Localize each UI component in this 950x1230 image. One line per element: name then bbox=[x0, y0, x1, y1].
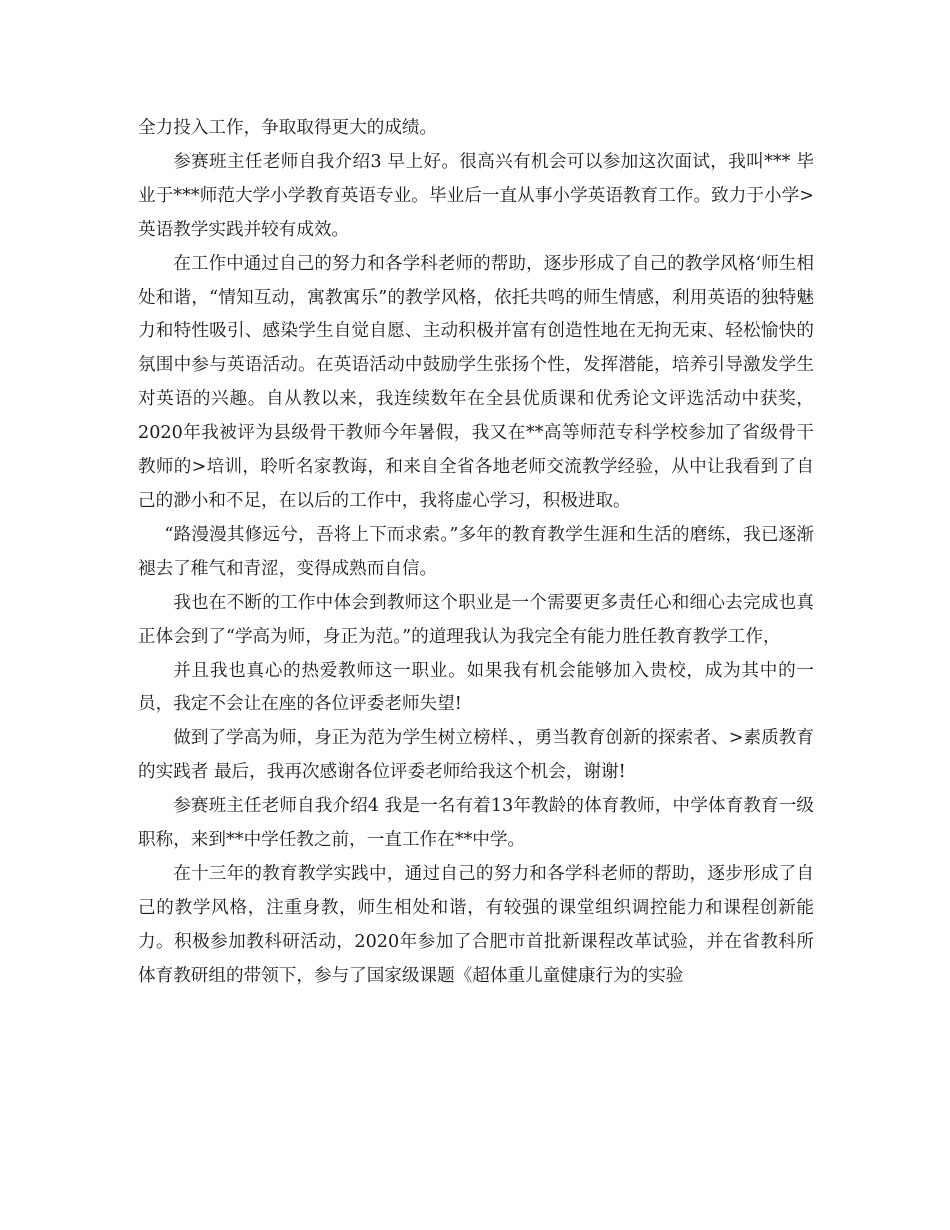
paragraph-2: 参赛班主任老师自我介绍3 早上好。很高兴有机会可以参加这次面试，我叫*** 毕业于***师范大学小学教育英语专业。毕业后一直从事小学英语教育工作。致力于小学>英语教学实践并较有成效。 bbox=[138, 151, 814, 240]
paragraph-9: 在十三年的教育教学实践中，通过自己的努力和各学科老师的帮助，逐步形成了自己的教学风格，注重身教，师生相处和谐，有较强的课堂组织调控能力和课程创新能力。积极参加教科研活动，2020年参加了合肥市首批新课程改革试验，并在省教科所体育教研组的带领下，参与了国家级课题《超体重儿童健康行为的实验 bbox=[138, 863, 814, 986]
paragraph-4: “路漫漫其修远兮，吾将上下而求索。”多年的教育教学生涯和生活的磨练，我已逐渐褪去了稚气和青涩，变得成熟而自信。 bbox=[138, 524, 814, 579]
paragraph-1: 全力投入工作，争取取得更大的成绩。 bbox=[138, 118, 438, 138]
paragraph-7: 做到了学高为师，身正为范为学生树立榜样、，勇当教育创新的探索者、>素质教育的实践者 最后，我再次感谢各位评委老师给我这个机会，谢谢! bbox=[138, 728, 814, 783]
paragraph-8: 参赛班主任老师自我介绍4 我是一名有着13年教龄的体育教师，中学体育教育一级职称，来到**中学任教之前，一直工作在**中学。 bbox=[138, 796, 814, 851]
document-body bbox=[138, 112, 814, 994]
paragraph-3: 在工作中通过自己的努力和各学科老师的帮助，逐步形成了自己的教学风格‘师生相处和谐，“情知互动，寓教寓乐”的教学风格，依托共鸣的师生情感，利用英语的独特魅力和特性吸引、感染学生自觉自愿、主动积极并富有创造性地在无拘无束、轻松愉快的氛围中参与英语活动。在英语活动中鼓励学生张扬个性，发挥潜能，培养引导激发学生对英语的兴趣。自从教以来，我连续数年在全县优质课和优秀论文评选活动中获奖，2020年我被评为县级骨干教师今年暑假，我又在**高等师范专科学校参加了省级骨干教师的>培训，聆听名家教诲，和来自全省各地老师交流教学经验，从中让我看到了自己的渺小和不足，在以后的工作中，我将虚心学习，积极进取。 bbox=[138, 253, 814, 511]
paragraph-6: 并且我也真心的热爱教师这一职业。如果我有机会能够加入贵校，成为其中的一员，我定不会让在座的各位评委老师失望! bbox=[138, 660, 814, 715]
paragraph-5: 我也在不断的工作中体会到教师这个职业是一个需要更多责任心和细心去完成也真正体会到了“学高为师，身正为范。”的道理我认为我完全有能力胜任教育教学工作， bbox=[138, 592, 814, 647]
